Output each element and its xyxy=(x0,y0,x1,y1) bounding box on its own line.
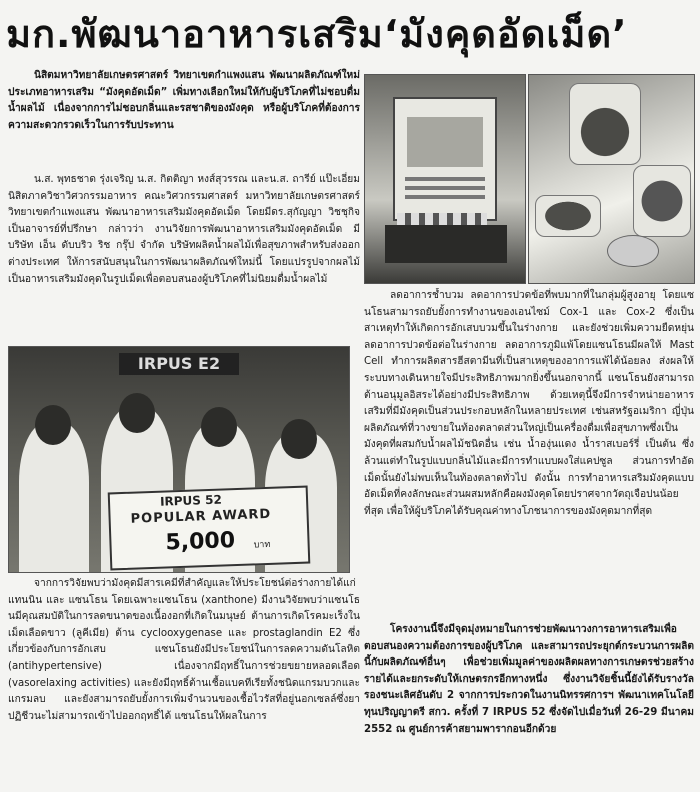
cheque-unit: บาท xyxy=(253,539,271,551)
head-2 xyxy=(119,393,155,433)
right-bold-paragraph xyxy=(364,622,694,788)
tablet-cup xyxy=(607,235,659,267)
tablet-jars-photo xyxy=(528,74,695,284)
exhibition-photo xyxy=(364,74,526,284)
body-paragraph-1 xyxy=(8,172,360,340)
jar-3 xyxy=(535,195,601,237)
head-1 xyxy=(35,405,71,445)
bottom-left-column xyxy=(8,576,360,788)
award-cheque xyxy=(108,486,311,571)
lead-paragraph xyxy=(8,68,360,168)
cheque-amount: 5,000 xyxy=(165,528,236,556)
jar-1 xyxy=(569,83,641,165)
right-column-text: ลดอาการช้ำบวม ลดอาการปวดข้อที่พบมากที่ในกลุ่มผู้สูงอายุ โดยแซนโธนสามารถยับยั้งการทำงานของเอนไซม์ Cox-1 และ Cox-2 ซึ่งเป็นสาเหตุทำให้เกิดการอักเสบบวมขึ้นในร่างกาย และยังช่วยเพิ่มความยืดหยุ่นลดอาการปวดข้อต่อในร่างกาย ลดอาการภูมิแพ้โดยแซนโธนมีผลให้ Mast Cell ทำการผลิตสารฮีสตามีนที่เป็นสาเหตุของอาการแพ้ได้น้อยลง ส่งผลให้ระบบทางเดินหายใจมีประสิทธิภาพมากยิ่งขึ้นนอกจากนี้ แซนโธนยังสามารถต้านอนุมูลอิสระได้อย่างมีประสิทธิภาพ ด้วยเหตุนี้จึงมีการจำหน่ายอาหารเสริมที่มีมังคุดเป็นส่วนประกอบหลักในหลายประเทศ เช่นสหรัฐอเมริกา ญี่ปุ่น ผลิตภัณฑ์ที่วางขายในท้องตลาดส่วนใหญ่เป็นเครื่องดื่มเพื่อสุขภาพซึ่งเป็นมังคุดที่ผสมกับน้ำผลไม้ชนิดอื่น เช่น น้ำองุ่นแดง น้ำราสเบอร์รี่ เป็นต้น ซึ่งล้วนแต่ทำในรูปแบบกลิ่นไม้และมีการทำแบบผงใส่แคปซูล ส่วนการทำอัดเม็ดนั้นยังไม่พบเห็นในท้องตลาดทั่วไป ดังนั้น การทำอาหารเสริมมังคุดแบบอัดเม็ดที่คงลักษณะส่วนผสมหลักคือผงมังคุดโดยปราศจากวัตถุเจือปนน้อยที่สุด เพื่อให้ผู้บริโภคได้รับคุณค่าทางโภชนาการของมังคุดมากที่สุด xyxy=(364,290,694,517)
lead-text: นิสิตมหาวิทยาลัยเกษตรศาสตร์ วิทยาเขตกำแพงแสน พัฒนาผลิตภัณฑ์ใหม่ประเภทอาหารเสริม “มังคุดอัดเม็ด” เพิ่มทางเลือกใหม่ให้กับผู้บริโภคที่ไม่ชอบดื่มน้ำผลไม้ เนื่องจากการไม่ชอบกลิ่นและรสชาติของมังคุด หรือผู้บริโภคที่ต้องการความสะดวกรวดเร็วในการรับประทาน xyxy=(8,70,360,131)
display-table xyxy=(385,225,507,263)
event-banner: IRPUS E2 xyxy=(119,353,239,375)
headline: มก.พัฒนาอาหารเสริม‘มังคุดอัดเม็ด’ xyxy=(6,12,628,56)
award-photo xyxy=(8,346,350,573)
right-column xyxy=(364,288,694,616)
cheque-title: POPULAR AWARD xyxy=(130,506,272,527)
head-4 xyxy=(281,419,317,459)
bottom-left-text: จากการวิจัยพบว่ามังคุดมีสารเคมีที่สำคัญและให้ประโยชน์ต่อร่างกายได้แก่ แทนนิน และ แซนโธน โดยเฉพาะแซนโธน (xanthone) มีงานวิจัยพบว่าแซนโธนมีคุณสมบัติในการลดขนาดของเนื้องอกที่เกิดในมนุษย์ ต้านการเกิดโรคมะเร็งในเม็ดเลือดขาว (ลูคีเมีย) ต้าน cyclooxygenase และ prostaglandin E2 ซึ่งเกี่ยวข้องกับการอักเสบ แซนโธนยังมีประโยชน์ในการลดความดันโลหิต (antihypertensive) เนื่องจากมีฤทธิ์ในการช่วยขยายหลอดเลือด (vasorelaxing activities) และยังมีฤทธิ์ต้านเชื้อแบคทีเรียทั้งชนิดแกรมบวกและแกรมลบ และยังสามารถยับยั้งการเพิ่มจำนวนของเชื้อไวรัสที่อยู่นอกเซลล์ซึ่งยาปฏิชีวนะไม่สามารถเข้าไปออกฤทธิ์ได้ แซนโธนให้ผลในการ xyxy=(8,578,360,722)
cheque-event: IRPUS 52 xyxy=(159,492,223,509)
jar-2 xyxy=(633,165,691,237)
display-board xyxy=(393,97,497,221)
right-bold-text: โครงงานนี้จึงมีจุดมุ่งหมายในการช่วยพัฒนาวงการอาหารเสริมเพื่อตอบสนองความต้องการของผู้บริโภค และสามารถประยุกต์กระบวนการผลิตนี้กับผลิตภัณฑ์อื่นๆ เพื่อช่วยเพิ่มมูลค่าของผลิตผลทางการเกษตรช่วยสร้างรายได้และยกระดับให้เกษตรกรอีกทางหนึ่ง ซึ่งงานวิจัยชิ้นนี้ยังได้รับรางวัลรองชนะเลิศอันดับ 2 จากการประกวดในงานนิทรรศการฯ พัฒนาเทคโนโลยีทุนปริญญาตรี สกว. ครั้งที่ 7 IRPUS 52 ซึ่งจัดไปเมื่อวันที่ 26-29 มีนาคม 2552 ณ ศูนย์การค้าสยามพารากอนอีกด้วย xyxy=(364,624,694,735)
para1-text: น.ส. พุทธชาด รุ่งเจริญ น.ส. กิตติญา หงส์สุวรรณ และน.ส. ถารีย์ แป๊ะเอี่ยม นิสิตภาควิชาวิศวกรรมอาหาร คณะวิศวกรรมศาสตร์ มหาวิทยาลัยเกษตรศาสตร์ วิทยาเขตกำแพงแสน พัฒนาอาหารเสริมมังคุดอัดเม็ด โดยมีดร.สุกัญญา วิชชุกิจ เป็นอาจารย์ที่ปรึกษา กล่าวว่า งานวิจัยการพัฒนาอาหารเสริมมังคุดอัดเม็ด มี บริษัท เอ็น ดับบริว ริช กรุ๊ป จำกัด บริษัทผลิตน้ำผลไม้เพื่อสุขภาพสำหรับส่งออกต่างประเทศ ให้การสนับสนุนในการพัฒนาผลิตภัณฑ์ใหม่นี้ โดยแปรรูปจากผลไม้เป็นอาหารเสริมมังคุดในรูปเม็ดเพื่อตอบสนองผู้บริโภคที่ไม่นิยมดื่มน้ำผลไม้ xyxy=(8,174,360,285)
head-3 xyxy=(201,407,237,447)
